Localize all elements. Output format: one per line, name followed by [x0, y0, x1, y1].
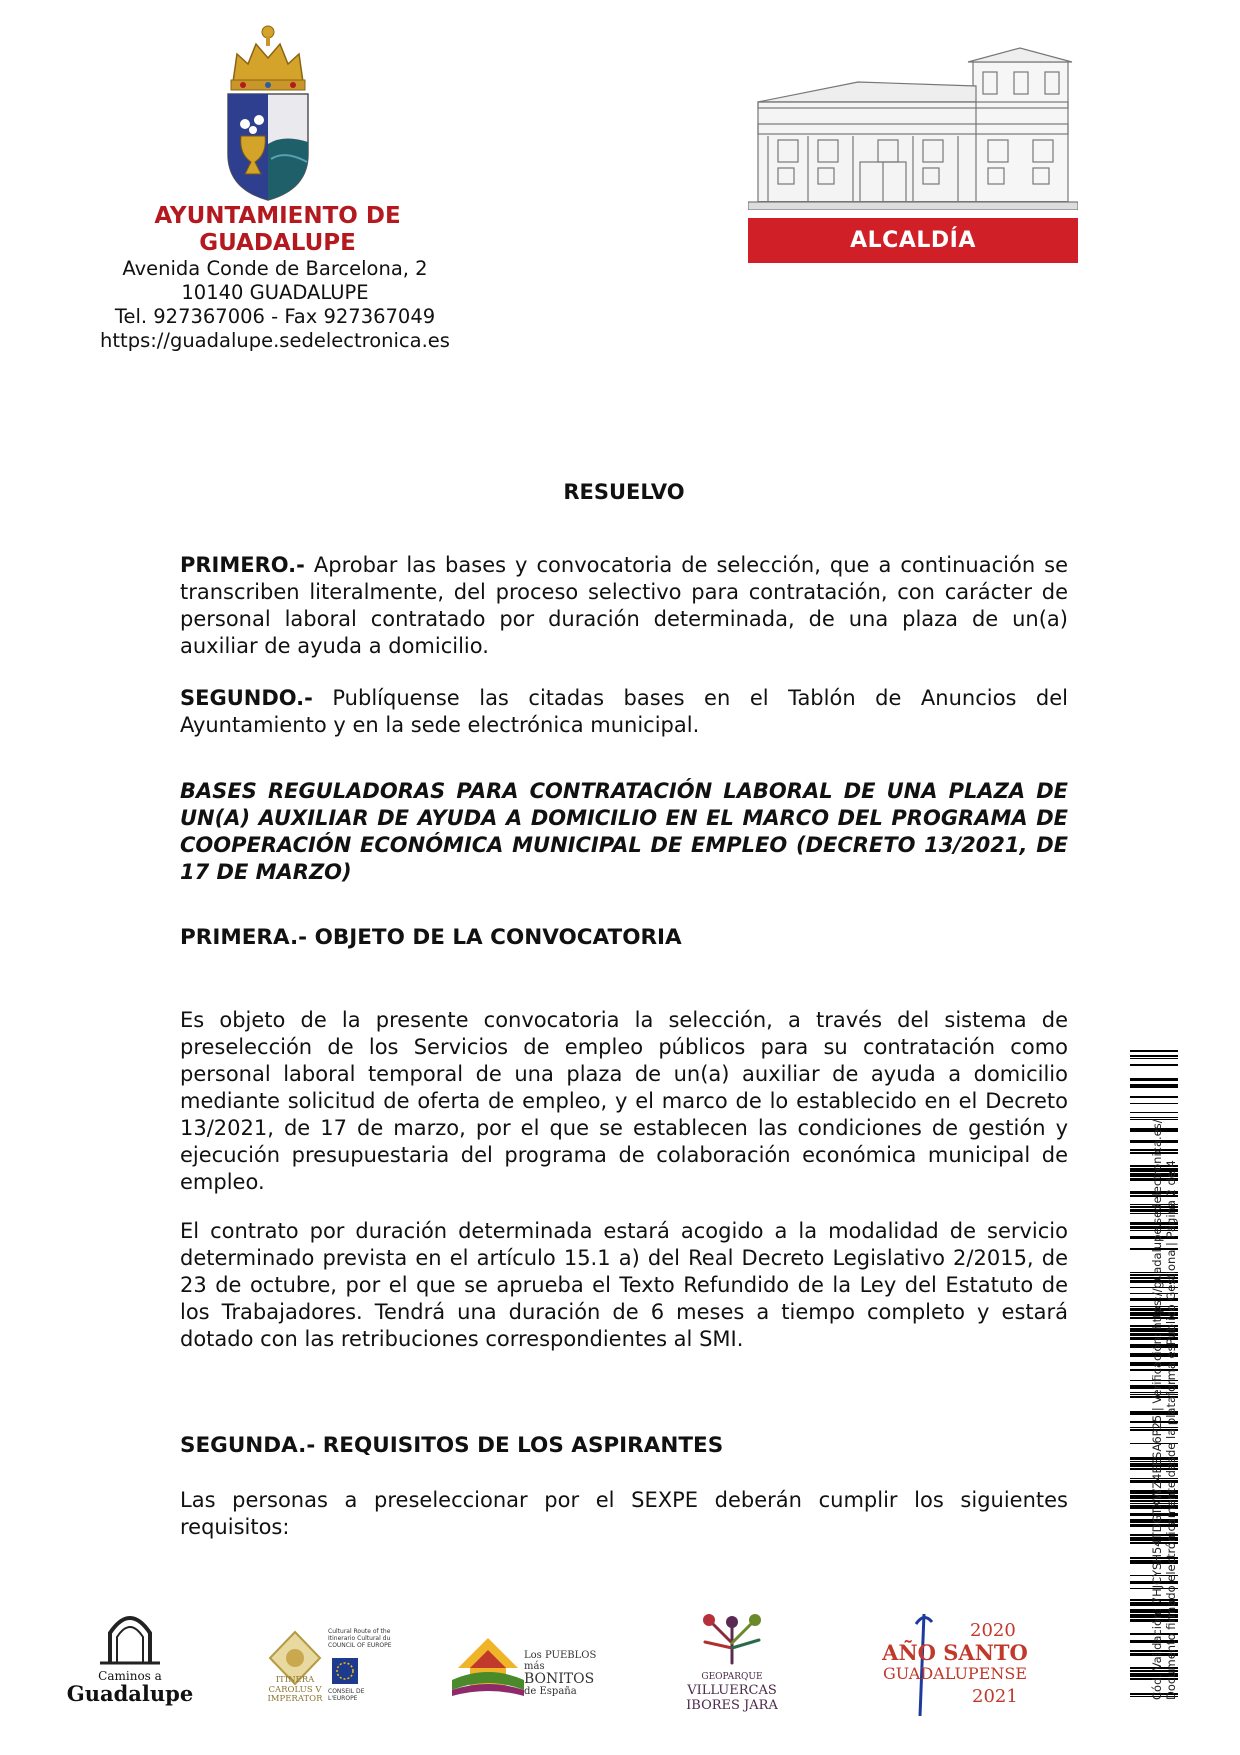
address-phone-fax: Tel. 927367006 - Fax 927367049: [114, 305, 436, 328]
bases-title: BASES REGULADORAS PARA CONTRATACIÓN LABORAL DE UNA PLAZA DE UN(A) AUXILIAR DE AYUDA A DOMICILIO EN EL MARCO DEL PROGRAMA DE COOPERACIÓN ECONÓMICA MUNICIPAL DE EMPLEO (DECRETO 13/2021, DE 17 DE MARZO): [180, 779, 1068, 884]
logo-caption: GEOPARQUE: [701, 1672, 763, 1682]
logo-caption: Cultural Route of the: [328, 1628, 391, 1635]
section-title-segunda: SEGUNDA.- REQUISITOS DE LOS ASPIRANTES: [180, 1433, 724, 1458]
logo-caption: Los PUEBLOS más: [524, 1650, 597, 1672]
validation-text: [1150, 1040, 1178, 1700]
logo-year-start: 2020: [970, 1620, 1016, 1641]
council-of-europe-icon: [332, 1658, 358, 1684]
logo-caption: CAROLUS V: [268, 1684, 322, 1695]
ano-santo-guadalupense-logo: [880, 1608, 1030, 1720]
paragraph-requisitos: Las personas a preseleccionar por el SEXPE deberán cumplir los siguientes requisitos:: [180, 1488, 1068, 1539]
paragraph-objeto: Es objeto de la presente convocatoria la selección, a través del sistema de preselección de los Servicios de empleo públicos para su contratación como personal laboral temporal de una plaza de un(a) auxiliar de ayuda a domicilio mediante solicitud de oferta de empleo, y el marco de lo establecido en el Decreto 13/2021, de 17 de marzo, por el que se establecen las condiciones de gestión y ejecución presupuestaria del programa de colaboración económica municipal de empleo.: [180, 1008, 1068, 1194]
arch-icon: [65, 1605, 195, 1665]
logo-year-end: 2021: [972, 1686, 1018, 1707]
coat-of-arms-logo: [223, 24, 313, 202]
paragraph-contrato: El contrato por duración determinada estará acogido a la modalidad de servicio determinado prevista en el artículo 15.1 a) del Real Decreto Legislativo 2/2015, de 23 de octubre, por el que se aprueba el Texto Refundido de la Ley del Estatuto de los Trabajadores. Tendrá una duración de 6 meses a tiempo completo y estará dotado con las retribuciones correspondientes al SMI.: [180, 1219, 1068, 1351]
town-hall-building-illustration: [748, 44, 1078, 210]
logo-caption: Caminos a: [98, 1669, 162, 1683]
paragraph-label: PRIMERO.-: [180, 553, 305, 577]
flower-emblem-icon: [697, 1608, 767, 1668]
caminos-a-guadalupe-logo: [65, 1605, 195, 1705]
paragraph-primero: [180, 552, 1068, 660]
validation-line-1: Cód. Validación: 7HJCYSH54TDGTXWZ4EESA6P25 | Verificación: https://guadalupe.sedelectronica.es/: [1150, 1119, 1164, 1700]
geoparque-villuercas-logo: [672, 1608, 792, 1720]
logo-caption: Guadalupe: [66, 1681, 194, 1706]
section-title-primera: PRIMERA.- OBJETO DE LA CONVOCATORIA: [180, 925, 682, 950]
organization-name: AYUNTAMIENTO DE GUADALUPE: [154, 203, 401, 256]
address-street: Avenida Conde de Barcelona, 2: [122, 257, 428, 280]
logo-caption: IBORES JARA: [686, 1698, 778, 1713]
department-banner: ALCALDÍA: [748, 218, 1078, 263]
paragraph-label: SEGUNDO.-: [180, 686, 313, 710]
logo-caption: ITINERA: [275, 1675, 315, 1685]
pueblos-mas-bonitos-logo: [452, 1628, 602, 1698]
paragraph-segundo: [180, 685, 1068, 739]
logo-caption: Itinerario Cultural du: [328, 1635, 391, 1642]
logo-caption: BONITOS: [524, 1671, 595, 1687]
logo-caption: VILLUERCAS: [687, 1683, 777, 1698]
logo-caption: CONSEIL DE L'EUROPE: [328, 1688, 365, 1702]
resolution-heading: RESUELVO: [563, 480, 685, 504]
logo-caption: COUNCIL OF EUROPE: [328, 1642, 392, 1649]
paragraph-text: Aprobar las bases y convocatoria de selección, que a continuación se transcriben literalmente, del proceso selectivo para contratación, con carácter de personal laboral contratado por duración determinada, de una plaza de un(a) auxiliar de ayuda a domicilio.: [180, 553, 1068, 658]
address-postal: 10140 GUADALUPE: [181, 281, 369, 304]
logo-caption: GUADALUPENSE: [882, 1664, 1028, 1683]
validation-line-2: Documento firmado electrónicamente desde la plataforma esPublico Gestiona | Página 2 de 4: [1164, 1160, 1178, 1700]
logo-caption: AÑO SANTO: [882, 1640, 1028, 1665]
logo-caption: de España: [524, 1686, 577, 1697]
carolus-v-cultural-route-logo: [262, 1628, 392, 1706]
logo-caption: IMPERATOR: [267, 1694, 323, 1704]
paragraph-text: Publíquense las citadas bases en el Tablón de Anuncios del Ayuntamiento y en la sede electrónica municipal.: [180, 686, 1068, 737]
address-website: https://guadalupe.sedelectronica.es: [100, 329, 450, 351]
village-emblem-icon: [452, 1628, 524, 1698]
